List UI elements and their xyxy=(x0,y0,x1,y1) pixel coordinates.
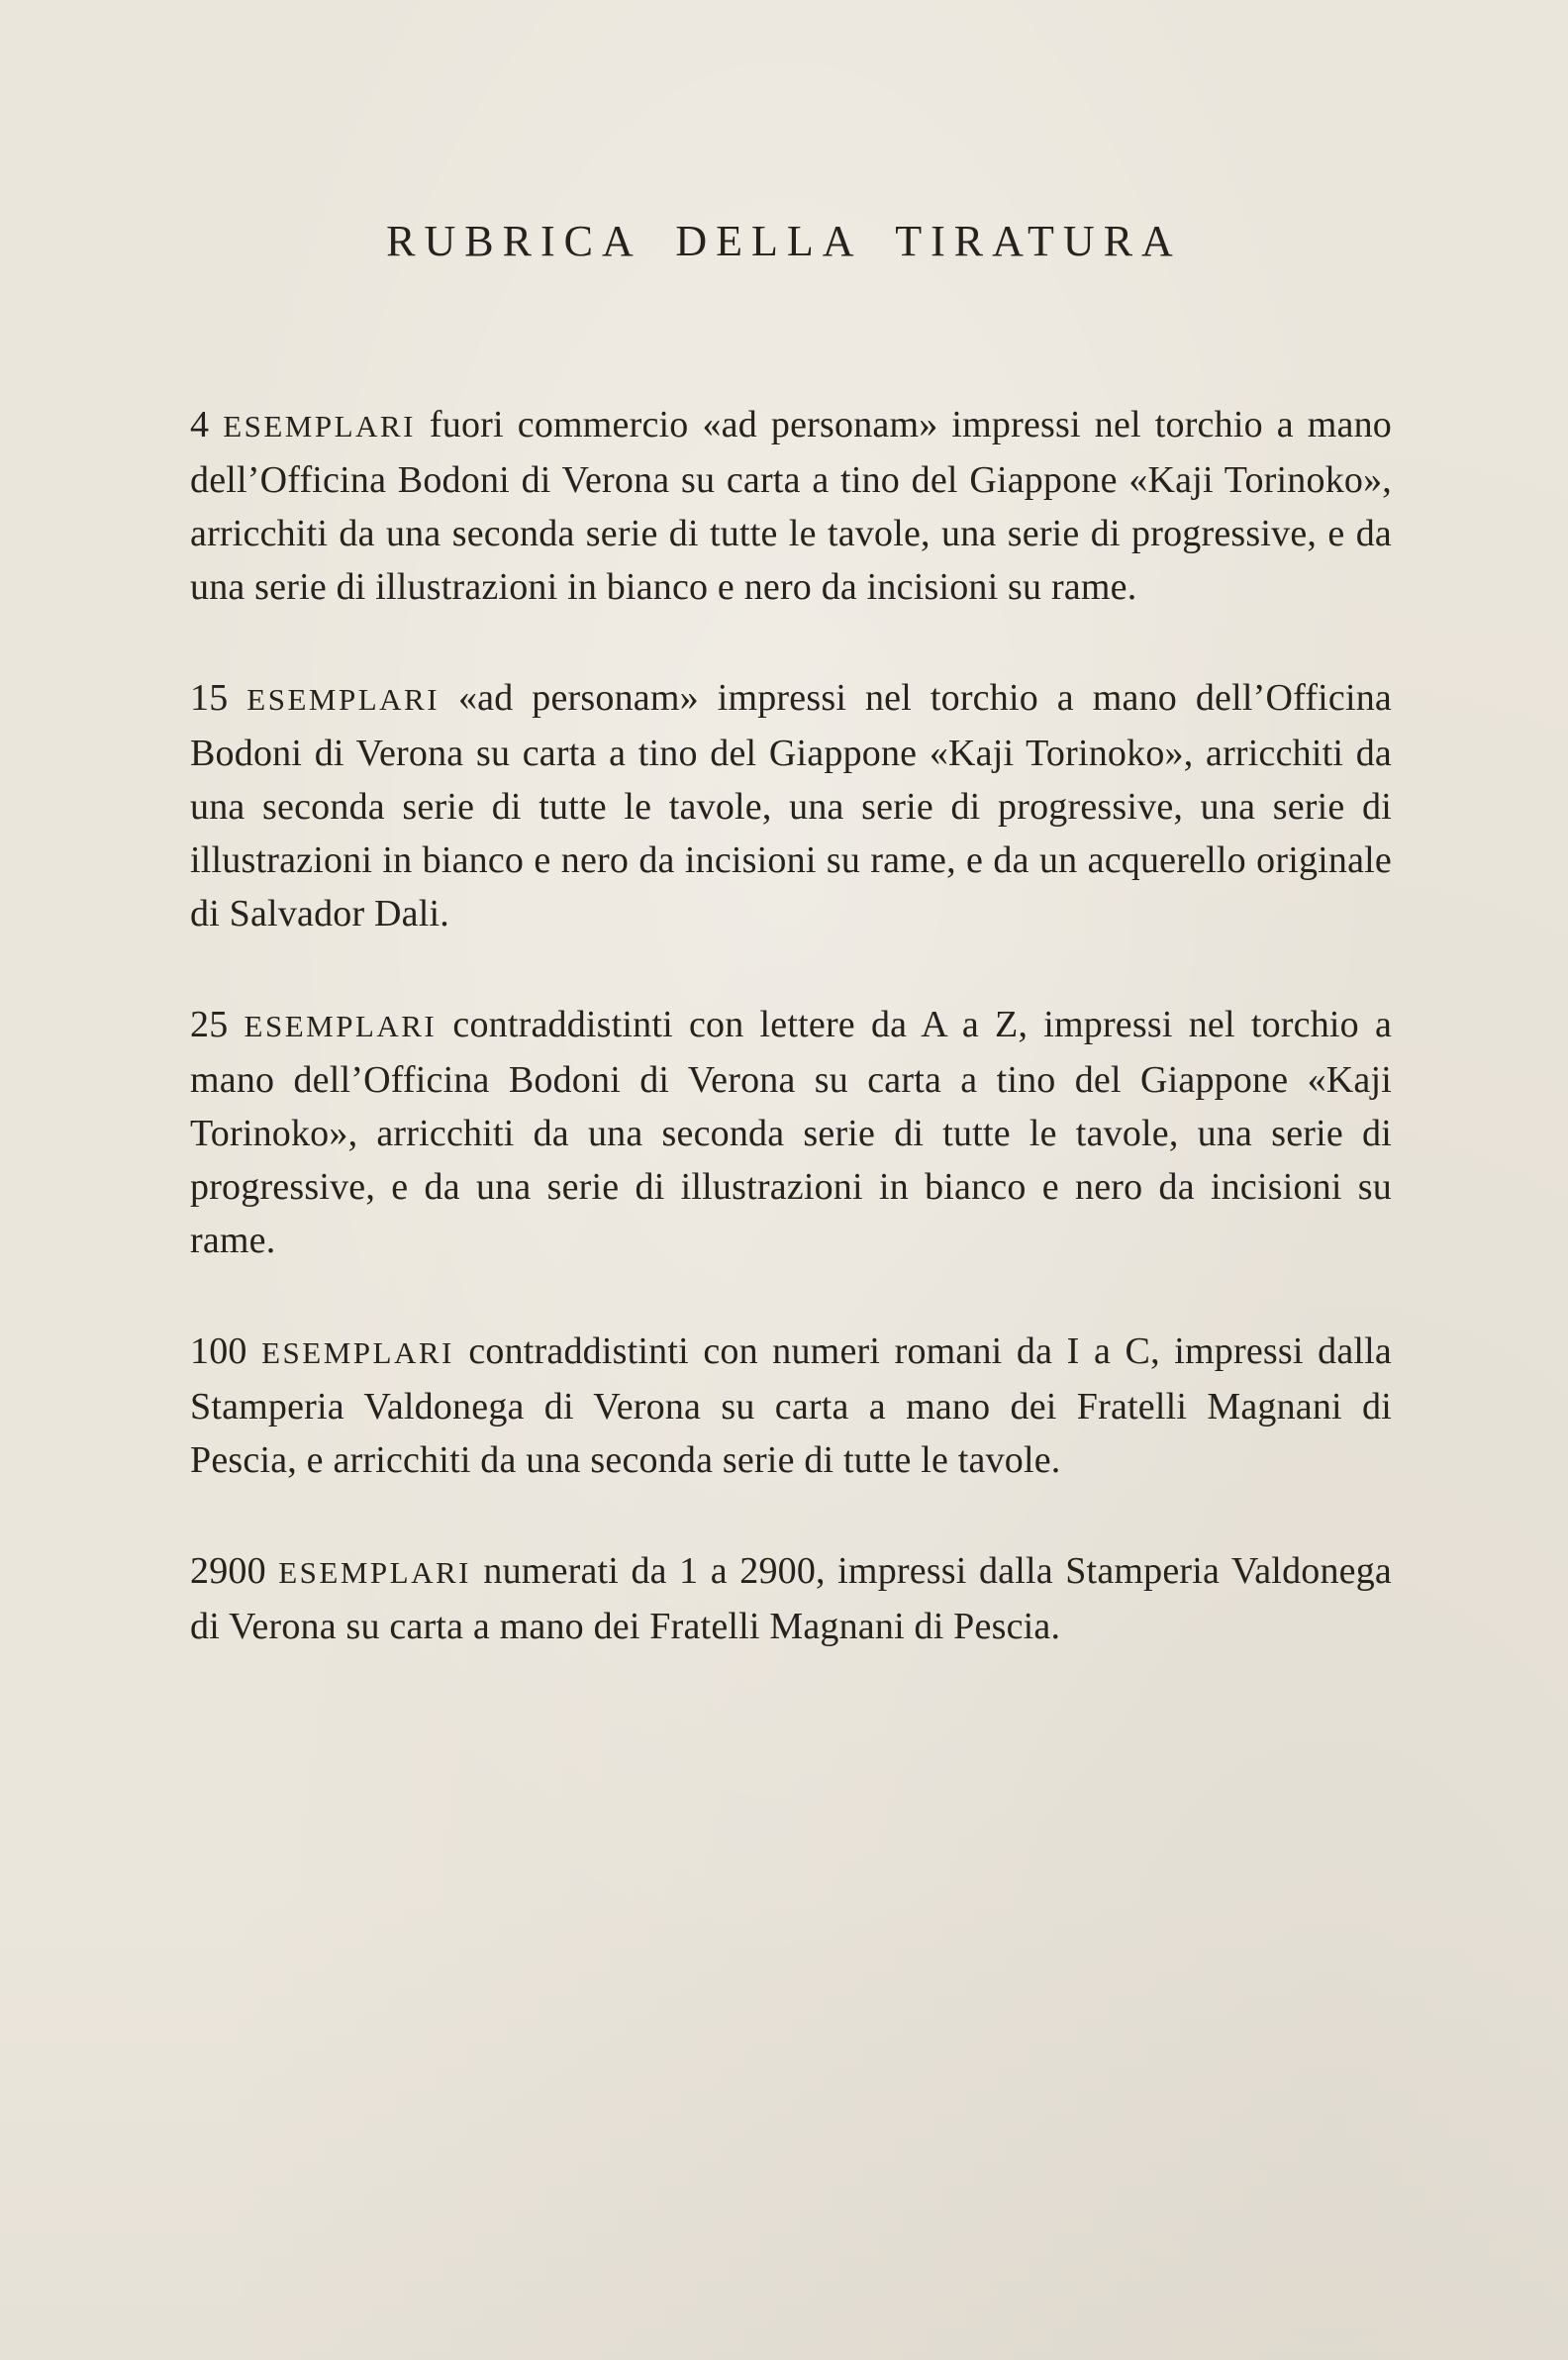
edition-description: numerati da 1 a 2900, impressi dalla Stamperia Valdonega di Verona su carta a mano dei Fratelli Magnani di Pescia. xyxy=(190,1550,1392,1647)
colophon xyxy=(190,398,1392,1711)
copies-count: 25 xyxy=(190,1004,229,1045)
edition-description: contraddistinti con lettere da A a Z, impressi nel torchio a mano dell’Officina Bodoni di Verona su carta a tino del Giappone «Kaji Torinoko», arricchiti da una seconda serie di tutte le tavole, una serie di progressive, e da una serie di illustrazioni in bianco e nero da incisioni su rame. xyxy=(190,1004,1393,1261)
copies-count: 4 xyxy=(190,404,210,445)
edition-paragraph xyxy=(190,671,1392,940)
page-title: RUBRICA DELLA TIRATURA xyxy=(386,217,1182,265)
esemplari-label: ESEMPLARI xyxy=(244,1009,438,1043)
edition-description: contraddistinti con numeri romani da I a C, impressi dalla Stamperia Valdonega di Verona su carta a mano dei Fratelli Magnani di Pescia, e arricchiti da una seconda serie di tutte le tavole. xyxy=(190,1330,1392,1481)
esemplari-label: ESEMPLARI xyxy=(261,1335,454,1370)
edition-description: fuori commercio «ad personam» impressi nel torchio a mano dell’Officina Bodoni di Verona su carta a tino del Giappone «Kaji Torinoko», arricchiti da una seconda serie di tutte le tavole, una serie di progressive, e da una serie di illustrazioni in bianco e nero da incisioni su rame. xyxy=(190,404,1393,608)
copies-count: 100 xyxy=(190,1330,247,1372)
edition-paragraph xyxy=(190,1544,1392,1653)
edition-paragraph xyxy=(190,398,1392,614)
copies-count: 15 xyxy=(190,677,229,719)
edition-paragraph xyxy=(190,1325,1392,1487)
esemplari-label: ESEMPLARI xyxy=(223,409,416,443)
esemplari-label: ESEMPLARI xyxy=(246,682,441,717)
esemplari-label: ESEMPLARI xyxy=(278,1555,471,1590)
edition-description: «ad personam» impressi nel torchio a mano dell’Officina Bodoni di Verona su carta a tino del Giappone «Kaji Torinoko», arricchiti da una seconda serie di tutte le tavole, una serie di progressive, una serie di illustrazioni in bianco e nero da incisioni su rame, e da un acquerello originale di Salvador Dali. xyxy=(190,677,1393,934)
edition-paragraph xyxy=(190,998,1392,1267)
copies-count: 2900 xyxy=(190,1550,266,1592)
